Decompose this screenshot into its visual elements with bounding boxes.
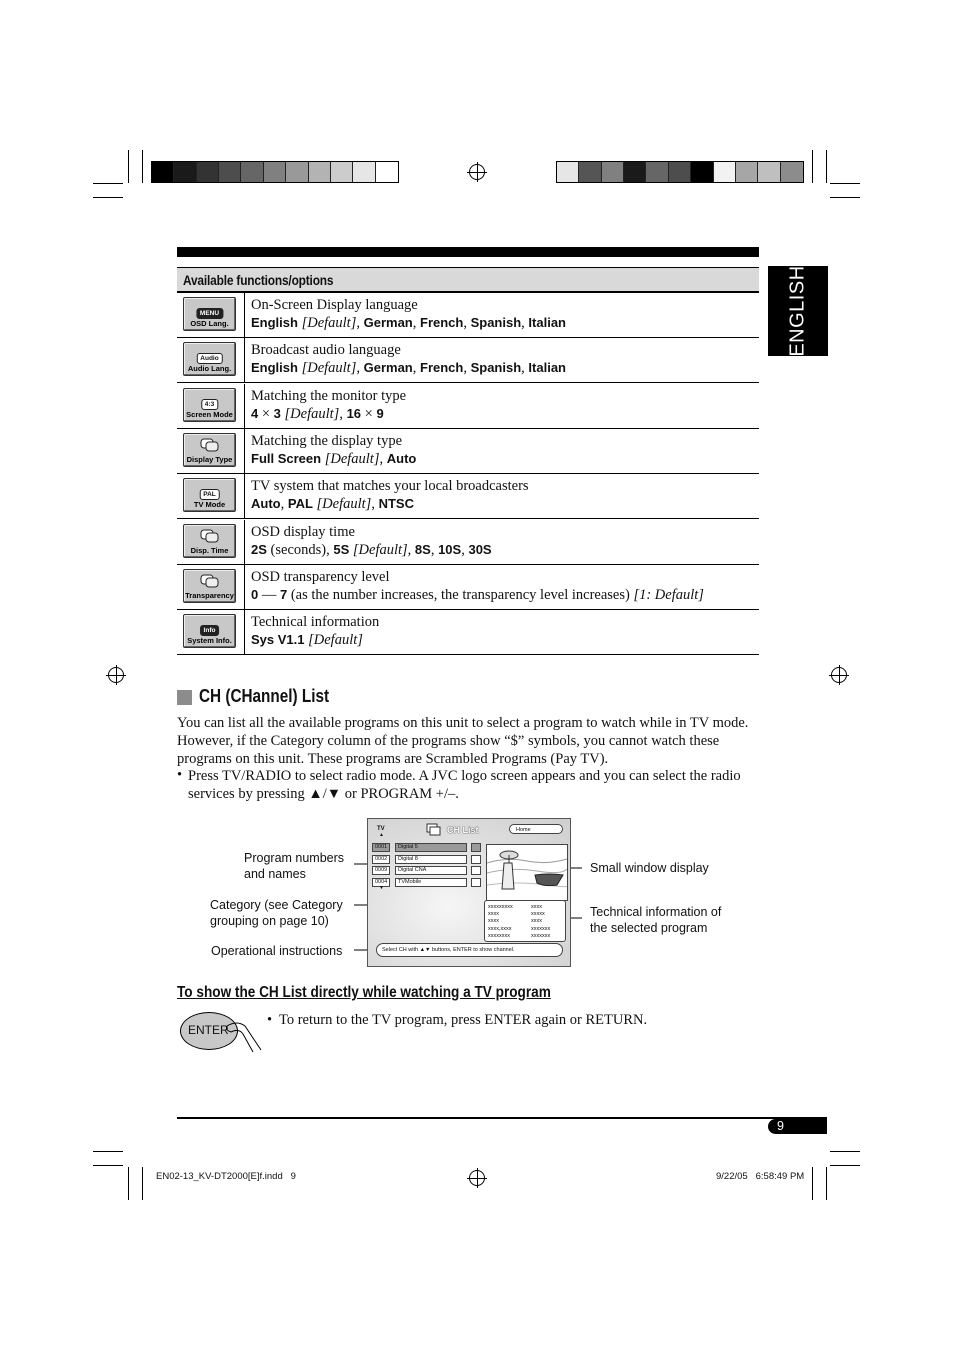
option-values bbox=[251, 406, 384, 423]
color-swatch bbox=[152, 162, 174, 182]
finger-press-icon bbox=[225, 1018, 265, 1054]
callout-category: Category (see Category grouping on page 10) bbox=[210, 898, 343, 928]
info-icon bbox=[183, 614, 236, 648]
tech-info-value: xxxx bbox=[531, 904, 542, 910]
color-swatch bbox=[669, 162, 691, 182]
option-value: Auto bbox=[386, 450, 417, 466]
option-value: 7 bbox=[279, 586, 288, 602]
channel-name[interactable]: Digital CNA bbox=[395, 866, 467, 875]
color-swatch bbox=[264, 162, 286, 182]
tech-info-value: xxxxxxxxx bbox=[488, 904, 513, 910]
option-description: Matching the monitor type bbox=[251, 387, 407, 404]
channel-number[interactable]: 0009 bbox=[372, 866, 390, 875]
option-value: Spanish bbox=[470, 315, 522, 330]
option-value: 2S bbox=[251, 541, 267, 557]
icon-cell bbox=[177, 474, 245, 518]
footer-file: EN02-13_KV-DT2000[E]f.indd 9 bbox=[156, 1171, 296, 1182]
bullet-dot: • bbox=[177, 767, 183, 783]
option-description: Broadcast audio language bbox=[251, 342, 401, 359]
color-swatch bbox=[758, 162, 780, 182]
color-swatch bbox=[736, 162, 758, 182]
menu-icon bbox=[183, 297, 236, 331]
icon-glyph-text: PAL bbox=[199, 489, 220, 500]
option-value: (seconds), bbox=[266, 541, 334, 558]
table-row bbox=[177, 520, 759, 565]
color-swatch bbox=[219, 162, 241, 182]
table-row bbox=[177, 610, 759, 655]
table-row bbox=[177, 384, 759, 429]
side-tab-label: ENGLISH bbox=[786, 265, 809, 357]
option-value: , bbox=[356, 360, 364, 377]
preview-image bbox=[487, 845, 567, 900]
option-value: English bbox=[251, 315, 298, 330]
section-bullet: Press TV/RADIO to select radio mode. A JVC logo screen appears and you can select the radio services by pressing ▲/▼ or PROGRAM +/–. bbox=[188, 768, 741, 802]
option-value: 0 bbox=[251, 586, 259, 602]
table-header-label: Available functions/options bbox=[183, 272, 334, 288]
option-value: [Default] bbox=[304, 632, 363, 649]
option-value: Spanish bbox=[470, 360, 522, 376]
color-swatch bbox=[376, 162, 398, 182]
option-value: French bbox=[420, 315, 464, 330]
bullet-dot: • bbox=[267, 1012, 273, 1028]
option-value: [Default] bbox=[280, 405, 340, 422]
callout-operational: Operational instructions bbox=[211, 944, 343, 958]
option-value: × bbox=[361, 405, 377, 422]
option-value: [Default] bbox=[297, 360, 357, 377]
option-description: OSD display time bbox=[251, 523, 355, 540]
option-description: OSD transparency level bbox=[251, 568, 390, 585]
option-value: 3 bbox=[273, 405, 281, 421]
color-swatch bbox=[602, 162, 624, 182]
icon-cell bbox=[177, 384, 245, 428]
ch-list-screen bbox=[367, 818, 571, 967]
option-value: [Default] bbox=[312, 496, 372, 513]
option-value: — bbox=[258, 586, 280, 603]
option-value: 9 bbox=[376, 405, 384, 421]
color-swatch bbox=[557, 162, 579, 182]
table-top-rule bbox=[177, 247, 759, 257]
option-value: German bbox=[363, 315, 413, 330]
option-value: , bbox=[521, 315, 529, 331]
registration-mark-icon bbox=[831, 667, 847, 683]
screen-title: CH List bbox=[447, 825, 479, 835]
option-values bbox=[251, 632, 363, 649]
color-swatch bbox=[624, 162, 646, 182]
page-number-tab bbox=[768, 1119, 827, 1134]
option-value: , bbox=[356, 315, 364, 331]
option-value: , bbox=[412, 315, 420, 331]
category-cell bbox=[471, 878, 481, 887]
color-swatch bbox=[646, 162, 668, 182]
option-description: On-Screen Display language bbox=[251, 297, 418, 313]
subsection-title: To show the CH List directly while watching a TV program bbox=[177, 984, 551, 1001]
option-value: , bbox=[463, 315, 471, 331]
option-value: Italian bbox=[528, 315, 566, 330]
color-swatch bbox=[331, 162, 353, 182]
icon-cell bbox=[177, 610, 245, 654]
option-value: 16 bbox=[346, 405, 362, 421]
scroll-down-icon[interactable]: ▼ bbox=[379, 885, 384, 891]
left-color-bar bbox=[151, 161, 399, 183]
icon-label: Display Type bbox=[186, 454, 233, 464]
small-window-display bbox=[486, 844, 568, 901]
option-value: , bbox=[407, 541, 415, 558]
enter-button-label: ENTER bbox=[188, 1023, 229, 1037]
icon-glyph bbox=[201, 393, 218, 411]
screen-tv-label: TV bbox=[377, 826, 385, 832]
option-value: PAL bbox=[287, 496, 313, 512]
display-type-icon bbox=[183, 433, 236, 467]
option-value: NTSC bbox=[378, 496, 414, 512]
section-marker bbox=[177, 690, 192, 705]
aspect-ratio-icon bbox=[183, 388, 236, 422]
option-description: Matching the display type bbox=[251, 432, 403, 449]
channel-name[interactable]: Digital 8 bbox=[395, 855, 467, 864]
option-value: , bbox=[371, 496, 379, 513]
callout-technical: Technical information of the selected program bbox=[590, 905, 722, 935]
icon-label: Transparency bbox=[185, 590, 234, 600]
option-values bbox=[251, 315, 566, 332]
icon-cell bbox=[177, 520, 245, 564]
icon-glyph-text: MENU bbox=[196, 308, 223, 319]
table-row bbox=[177, 293, 759, 338]
option-value: [Default] bbox=[321, 450, 380, 467]
color-swatch bbox=[579, 162, 601, 182]
icon-glyph bbox=[196, 302, 223, 320]
option-value: , bbox=[463, 360, 471, 377]
option-value: 30S bbox=[468, 541, 492, 557]
tech-info-value: xxxx bbox=[488, 918, 499, 925]
color-swatch bbox=[286, 162, 308, 182]
option-values bbox=[251, 542, 492, 559]
technical-info-panel bbox=[484, 900, 566, 942]
page-number: 9 bbox=[777, 1119, 784, 1133]
registration-mark-icon bbox=[469, 1170, 485, 1186]
icon-cell bbox=[177, 429, 245, 473]
option-value: , bbox=[339, 405, 347, 422]
option-value: Italian bbox=[528, 360, 566, 376]
home-button[interactable]: Home bbox=[509, 824, 563, 834]
color-swatch bbox=[691, 162, 713, 182]
icon-glyph-text: Info bbox=[200, 625, 220, 636]
category-cell bbox=[471, 866, 481, 875]
option-value: English bbox=[251, 360, 298, 376]
option-value: × bbox=[258, 405, 274, 422]
option-value: (as the number increases, the transparency level increases) bbox=[287, 586, 634, 603]
option-values bbox=[251, 360, 566, 377]
option-value: [Default] bbox=[297, 315, 357, 331]
option-value: , bbox=[280, 496, 288, 513]
icon-glyph bbox=[196, 347, 222, 365]
tv-mode-icon bbox=[183, 478, 236, 512]
option-value: [Default] bbox=[349, 541, 408, 558]
option-value: , bbox=[461, 541, 469, 558]
option-value: , bbox=[412, 360, 420, 377]
callout-program-numbers: Program numbers and names bbox=[244, 851, 345, 881]
option-values bbox=[251, 587, 704, 604]
option-value: , bbox=[430, 541, 439, 558]
category-cell bbox=[471, 843, 481, 852]
color-swatch bbox=[309, 162, 331, 182]
channel-name[interactable]: TVMobile bbox=[395, 878, 467, 887]
tech-info-value: xxxxxxx bbox=[531, 932, 551, 939]
channel-number[interactable]: 0004 bbox=[372, 878, 390, 887]
bottom-rule bbox=[177, 1117, 827, 1119]
color-swatch bbox=[197, 162, 219, 182]
instruction-bar: Select CH with ▲▼ buttons, ENTER to show channel. bbox=[376, 943, 563, 957]
footer-timestamp: 9/22/05 6:58:49 PM bbox=[716, 1171, 805, 1182]
option-value: 4 bbox=[251, 405, 259, 421]
table-row bbox=[177, 338, 759, 383]
icon-label: TV Mode bbox=[193, 500, 226, 510]
icon-cell bbox=[177, 338, 245, 382]
icon-glyph-text: 4:3 bbox=[201, 399, 218, 410]
registration-mark-icon bbox=[108, 667, 124, 683]
section-paragraph: You can list all the available programs on this unit to select a program to watch while in TV mode. However, if the Category column of the programs show “$” symbols, you cannot watch these programs on this unit. These programs are Scrambled Programs (Pay TV). bbox=[177, 715, 749, 767]
category-cell bbox=[471, 855, 481, 864]
scroll-up-icon[interactable]: ▲ bbox=[379, 832, 384, 838]
icon-label: Audio Lang. bbox=[187, 364, 232, 374]
list-icon bbox=[426, 823, 442, 837]
option-value: 10S bbox=[438, 541, 462, 557]
option-value: [1: Default] bbox=[633, 586, 704, 603]
tech-info-value: xxxxx bbox=[531, 911, 545, 918]
option-value: Sys V1.1 bbox=[251, 632, 305, 648]
transparency-icon bbox=[183, 569, 236, 603]
tech-info-value: xxxxxxx bbox=[531, 925, 551, 932]
registration-mark-icon bbox=[469, 164, 485, 180]
color-swatch bbox=[353, 162, 375, 182]
option-value: Full Screen bbox=[251, 450, 322, 466]
option-values bbox=[251, 451, 416, 468]
table-row bbox=[177, 474, 759, 519]
color-swatch bbox=[241, 162, 263, 182]
tech-info-value: xxxx bbox=[531, 918, 542, 925]
icon-label: System Info. bbox=[187, 636, 232, 646]
callout-small-window: Small window display bbox=[590, 861, 709, 875]
color-swatch bbox=[174, 162, 196, 182]
color-swatch bbox=[714, 162, 736, 182]
table-header bbox=[177, 267, 759, 293]
channel-name[interactable]: Digital 5 bbox=[395, 843, 467, 852]
timer-icon bbox=[183, 524, 236, 558]
icon-label: Screen Mode bbox=[186, 409, 233, 419]
table-row bbox=[177, 429, 759, 474]
option-value: French bbox=[420, 360, 464, 376]
option-value: , bbox=[379, 450, 387, 467]
icon-glyph bbox=[199, 483, 220, 501]
language-side-tab bbox=[768, 266, 828, 356]
option-values bbox=[251, 496, 414, 513]
section-title: CH (CHannel) List bbox=[199, 686, 330, 706]
icon-cell bbox=[177, 293, 245, 337]
tech-info-value: xxxx,xxxx bbox=[488, 925, 512, 932]
option-value: Auto bbox=[251, 496, 281, 512]
tech-info-value: xxxxxxxx bbox=[488, 932, 510, 939]
icon-label: Disp. Time bbox=[190, 545, 229, 555]
subsection-bullet: To return to the TV program, press ENTER again or RETURN. bbox=[279, 1012, 648, 1028]
icon-glyph bbox=[200, 619, 220, 637]
color-swatch bbox=[781, 162, 803, 182]
channel-number[interactable]: 0001 bbox=[372, 843, 390, 852]
icon-glyph-text: Audio bbox=[196, 353, 222, 364]
option-value: 8S bbox=[414, 541, 431, 557]
option-description: TV system that matches your local broadcasters bbox=[251, 478, 529, 495]
icon-label: OSD Lang. bbox=[190, 319, 229, 328]
option-value: 5S bbox=[333, 541, 350, 557]
table-row bbox=[177, 565, 759, 610]
option-value: , bbox=[521, 360, 529, 377]
tech-info-value: xxxx bbox=[488, 911, 499, 918]
option-value: German bbox=[363, 360, 413, 376]
icon-cell bbox=[177, 565, 245, 609]
option-description: Technical information bbox=[251, 614, 380, 631]
channel-number[interactable]: 0002 bbox=[372, 855, 390, 864]
right-color-bar bbox=[556, 161, 804, 183]
speaker-icon bbox=[183, 342, 236, 376]
